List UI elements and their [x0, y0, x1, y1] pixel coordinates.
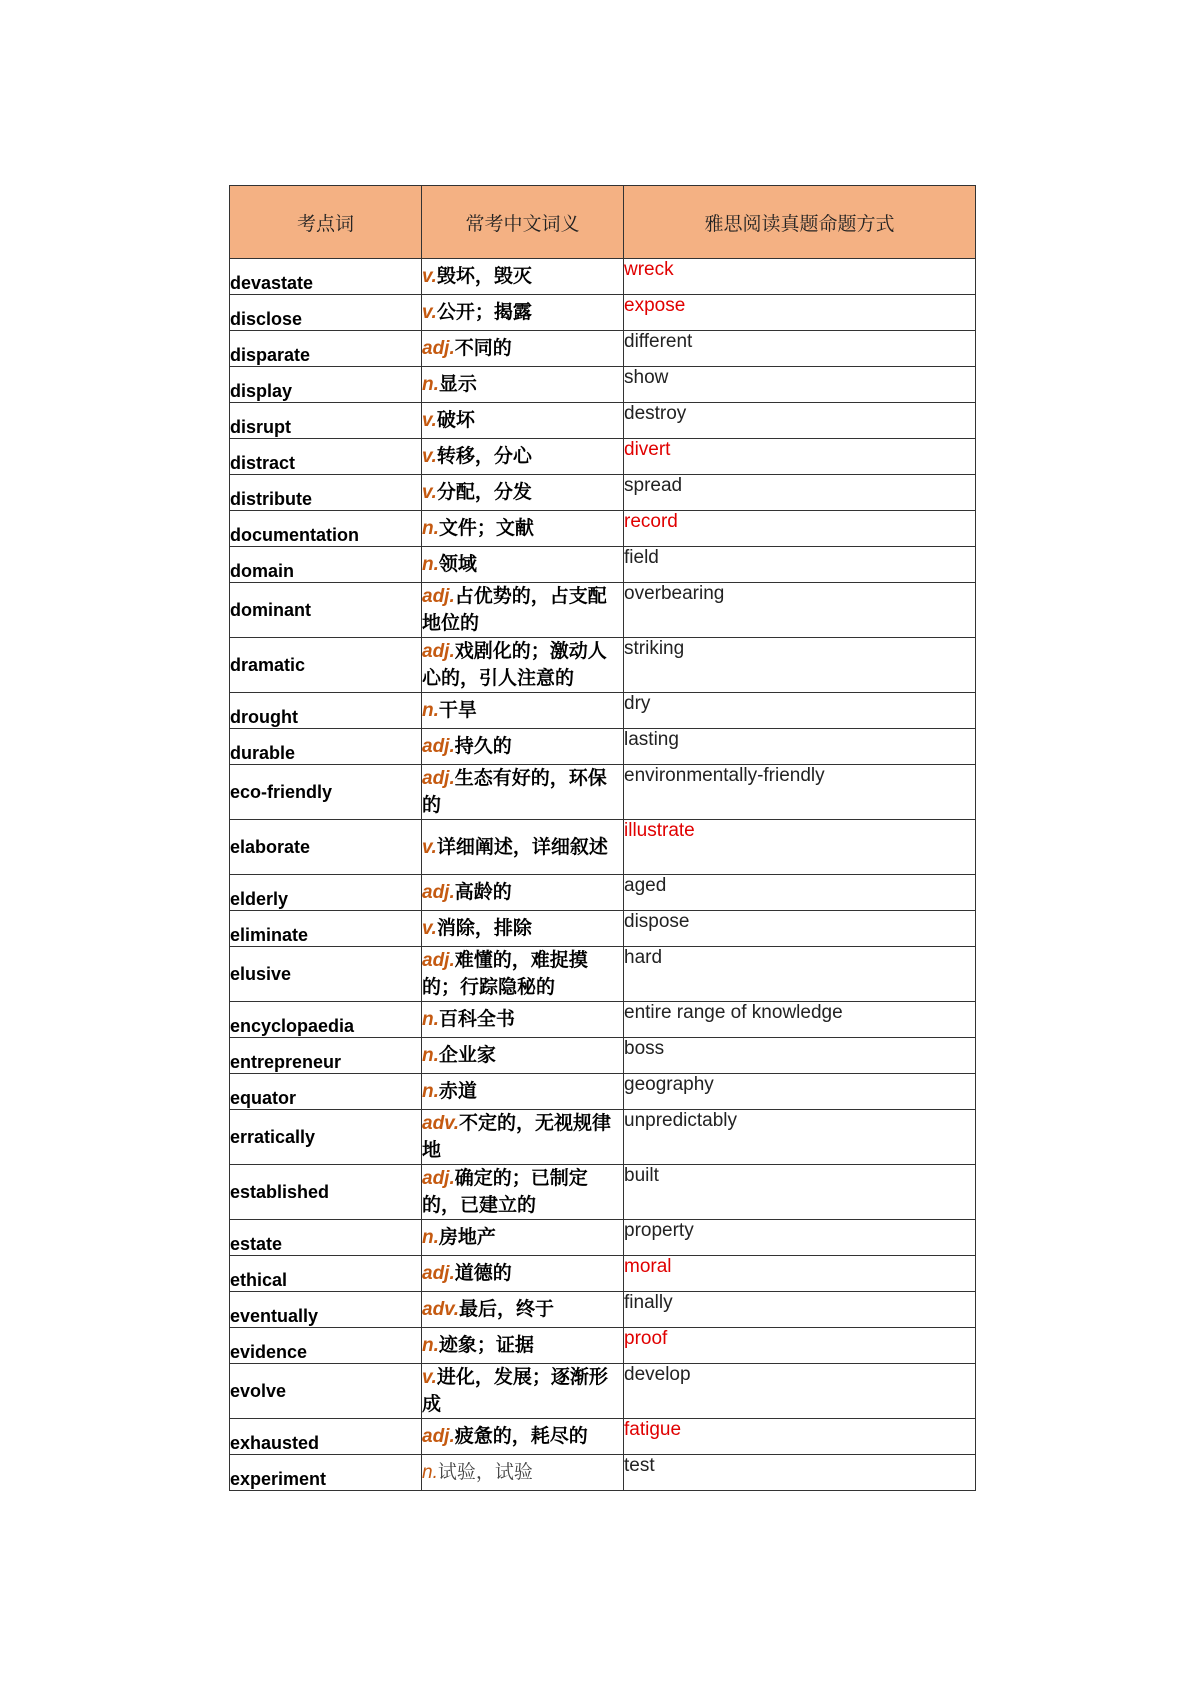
part-of-speech: adj. [422, 950, 455, 971]
table-row [230, 693, 976, 729]
table-row [230, 1074, 976, 1110]
paraphrase-cell: record [624, 511, 976, 547]
paraphrase-cell: develop [624, 1364, 976, 1419]
meaning-cell [422, 367, 624, 403]
meaning-cell [422, 1419, 624, 1455]
paraphrase-cell: lasting [624, 729, 976, 765]
meaning-cell [422, 1256, 624, 1292]
meaning-text: 详细阐述，详细叙述 [436, 836, 608, 858]
keyword-cell: display [230, 367, 422, 403]
table-body [230, 259, 976, 1491]
paraphrase-cell: unpredictably [624, 1110, 976, 1165]
meaning-text: 分配，分发 [436, 482, 532, 503]
table-row [230, 475, 976, 511]
meaning-cell [422, 547, 624, 583]
keyword-cell: eliminate [230, 911, 422, 947]
keyword-cell: documentation [230, 511, 422, 547]
meaning-text: 进化，发展；逐渐形成 [422, 1367, 608, 1415]
header-row [230, 186, 976, 259]
part-of-speech: adj. [422, 1426, 455, 1447]
meaning-cell [422, 1110, 624, 1165]
part-of-speech: adj. [422, 1263, 455, 1284]
part-of-speech: n. [422, 1081, 439, 1102]
paraphrase-cell: property [624, 1220, 976, 1256]
meaning-cell [422, 583, 624, 638]
paraphrase-cell: fatigue [624, 1419, 976, 1455]
keyword-cell: ethical [230, 1256, 422, 1292]
part-of-speech: n. [422, 1335, 439, 1356]
meaning-cell [422, 1292, 624, 1328]
keyword-cell: erratically [230, 1110, 422, 1165]
meaning-cell [422, 729, 624, 765]
paraphrase-cell: striking [624, 638, 976, 693]
part-of-speech: v. [422, 410, 437, 431]
table-row [230, 1364, 976, 1419]
part-of-speech: n. [422, 554, 439, 575]
paraphrase-cell: moral [624, 1256, 976, 1292]
part-of-speech: n. [422, 1227, 439, 1248]
part-of-speech: v. [422, 482, 437, 503]
table-header [230, 186, 976, 259]
meaning-cell [422, 1165, 624, 1220]
part-of-speech: adj. [422, 768, 455, 789]
meaning-text: 房地产 [438, 1227, 496, 1248]
table-row [230, 331, 976, 367]
meaning-text: 难懂的，难捉摸的；行踪隐秘的 [422, 950, 588, 998]
paraphrase-cell: destroy [624, 403, 976, 439]
part-of-speech: n. [422, 518, 439, 539]
header-keyword: 考点词 [230, 186, 422, 259]
paraphrase-cell: environmentally-friendly [624, 765, 976, 820]
meaning-cell [422, 1002, 624, 1038]
table-row [230, 583, 976, 638]
paraphrase-cell: dry [624, 693, 976, 729]
table-row [230, 947, 976, 1002]
part-of-speech: adj. [422, 1168, 455, 1189]
table-row [230, 259, 976, 295]
keyword-cell: established [230, 1165, 422, 1220]
table-row [230, 1165, 976, 1220]
paraphrase-cell: geography [624, 1074, 976, 1110]
table-row [230, 765, 976, 820]
table-row [230, 367, 976, 403]
part-of-speech: adv. [422, 1299, 459, 1320]
meaning-text: 领域 [438, 554, 477, 575]
vocabulary-table [229, 185, 976, 1491]
keyword-cell: evidence [230, 1328, 422, 1364]
paraphrase-cell: expose [624, 295, 976, 331]
meaning-text: 企业家 [438, 1045, 496, 1066]
table-row [230, 439, 976, 475]
table-row [230, 1292, 976, 1328]
meaning-cell [422, 693, 624, 729]
meaning-text: 道德的 [454, 1263, 512, 1284]
keyword-cell: durable [230, 729, 422, 765]
keyword-cell: elaborate [230, 820, 422, 875]
meaning-cell [422, 638, 624, 693]
paraphrase-cell: hard [624, 947, 976, 1002]
meaning-cell [422, 875, 624, 911]
paraphrase-cell: test [624, 1455, 976, 1491]
keyword-cell: encyclopaedia [230, 1002, 422, 1038]
part-of-speech: adj. [422, 338, 455, 359]
meaning-text: 迹象；证据 [438, 1335, 534, 1356]
paraphrase-cell: dispose [624, 911, 976, 947]
paraphrase-cell: overbearing [624, 583, 976, 638]
keyword-cell: dramatic [230, 638, 422, 693]
table-row [230, 547, 976, 583]
meaning-cell [422, 475, 624, 511]
part-of-speech: v. [422, 446, 437, 467]
paraphrase-cell: finally [624, 1292, 976, 1328]
keyword-cell: distribute [230, 475, 422, 511]
table-row [230, 1256, 976, 1292]
meaning-cell [422, 947, 624, 1002]
paraphrase-cell: boss [624, 1038, 976, 1074]
meaning-cell [422, 820, 624, 875]
paraphrase-cell: built [624, 1165, 976, 1220]
meaning-text: 生态有好的，环保的 [422, 768, 607, 816]
meaning-text: 最后，终于 [458, 1299, 554, 1320]
keyword-cell: eventually [230, 1292, 422, 1328]
table-row [230, 875, 976, 911]
part-of-speech: n. [422, 700, 439, 721]
meaning-text: 破坏 [436, 410, 475, 431]
table-row [230, 295, 976, 331]
meaning-text: 持久的 [454, 736, 512, 757]
meaning-text: 显示 [438, 374, 477, 395]
meaning-cell [422, 1074, 624, 1110]
meaning-text: 占优势的，占支配地位的 [422, 586, 607, 634]
keyword-cell: equator [230, 1074, 422, 1110]
header-chinese-meaning: 常考中文词义 [422, 186, 624, 259]
paraphrase-cell: different [624, 331, 976, 367]
meaning-cell [422, 1220, 624, 1256]
table-row [230, 820, 976, 875]
meaning-cell [422, 331, 624, 367]
table-row [230, 1455, 976, 1491]
keyword-cell: exhausted [230, 1419, 422, 1455]
part-of-speech: n. [422, 1045, 439, 1066]
paraphrase-cell: show [624, 367, 976, 403]
part-of-speech: v. [422, 1367, 437, 1388]
keyword-cell: estate [230, 1220, 422, 1256]
paraphrase-cell: illustrate [624, 820, 976, 875]
part-of-speech: adj. [422, 882, 455, 903]
keyword-cell: disrupt [230, 403, 422, 439]
meaning-text: 百科全书 [438, 1009, 515, 1030]
meaning-text: 文件；文献 [438, 518, 534, 539]
paraphrase-cell: aged [624, 875, 976, 911]
keyword-cell: entrepreneur [230, 1038, 422, 1074]
meaning-text: 确定的；已制定的，已建立的 [422, 1168, 588, 1216]
paraphrase-cell: spread [624, 475, 976, 511]
paraphrase-cell: entire range of knowledge [624, 1002, 976, 1038]
part-of-speech: n. [422, 374, 439, 395]
keyword-cell: drought [230, 693, 422, 729]
meaning-text: 疲惫的，耗尽的 [454, 1426, 588, 1447]
table-row [230, 403, 976, 439]
part-of-speech: adj. [422, 586, 455, 607]
table-row [230, 638, 976, 693]
meaning-cell [422, 765, 624, 820]
part-of-speech: n. [422, 1462, 438, 1483]
table-row [230, 729, 976, 765]
table-row [230, 911, 976, 947]
keyword-cell: devastate [230, 259, 422, 295]
meaning-cell [422, 1038, 624, 1074]
part-of-speech: n. [422, 1009, 439, 1030]
meaning-cell [422, 439, 624, 475]
table-row [230, 1002, 976, 1038]
table-row [230, 1220, 976, 1256]
paraphrase-cell: divert [624, 439, 976, 475]
part-of-speech: adj. [422, 736, 455, 757]
keyword-cell: elusive [230, 947, 422, 1002]
paraphrase-cell: wreck [624, 259, 976, 295]
part-of-speech: v. [422, 918, 437, 939]
meaning-text: 转移，分心 [436, 446, 532, 467]
meaning-cell [422, 911, 624, 947]
meaning-text: 不定的，无视规律地 [422, 1113, 611, 1161]
paraphrase-cell: proof [624, 1328, 976, 1364]
meaning-text: 戏剧化的；激动人心的，引人注意的 [422, 641, 607, 689]
part-of-speech: v. [422, 302, 437, 323]
meaning-cell [422, 403, 624, 439]
keyword-cell: experiment [230, 1455, 422, 1491]
table-row [230, 1038, 976, 1074]
part-of-speech: v. [422, 266, 437, 287]
table-row [230, 1328, 976, 1364]
header-ielts-paraphrase: 雅思阅读真题命题方式 [624, 186, 976, 259]
paraphrase-cell: field [624, 547, 976, 583]
keyword-cell: evolve [230, 1364, 422, 1419]
meaning-cell [422, 295, 624, 331]
table-row [230, 1110, 976, 1165]
table-row [230, 1419, 976, 1455]
meaning-cell [422, 1455, 624, 1491]
keyword-cell: dominant [230, 583, 422, 638]
meaning-text: 干旱 [438, 700, 477, 721]
meaning-text: 公开；揭露 [436, 302, 532, 323]
meaning-cell [422, 511, 624, 547]
meaning-text: 消除，排除 [436, 918, 532, 939]
meaning-cell [422, 259, 624, 295]
keyword-cell: disclose [230, 295, 422, 331]
meaning-cell [422, 1328, 624, 1364]
keyword-cell: domain [230, 547, 422, 583]
meaning-text: 不同的 [454, 338, 512, 359]
meaning-text: 高龄的 [454, 882, 512, 903]
part-of-speech: v. [422, 836, 437, 858]
meaning-text: 试验，试验 [437, 1462, 533, 1483]
part-of-speech: adj. [422, 641, 455, 662]
meaning-text: 毁坏，毁灭 [436, 266, 532, 287]
keyword-cell: distract [230, 439, 422, 475]
keyword-cell: disparate [230, 331, 422, 367]
part-of-speech: adv. [422, 1113, 459, 1134]
table-row [230, 511, 976, 547]
meaning-cell [422, 1364, 624, 1419]
meaning-text: 赤道 [438, 1081, 477, 1102]
keyword-cell: eco-friendly [230, 765, 422, 820]
keyword-cell: elderly [230, 875, 422, 911]
